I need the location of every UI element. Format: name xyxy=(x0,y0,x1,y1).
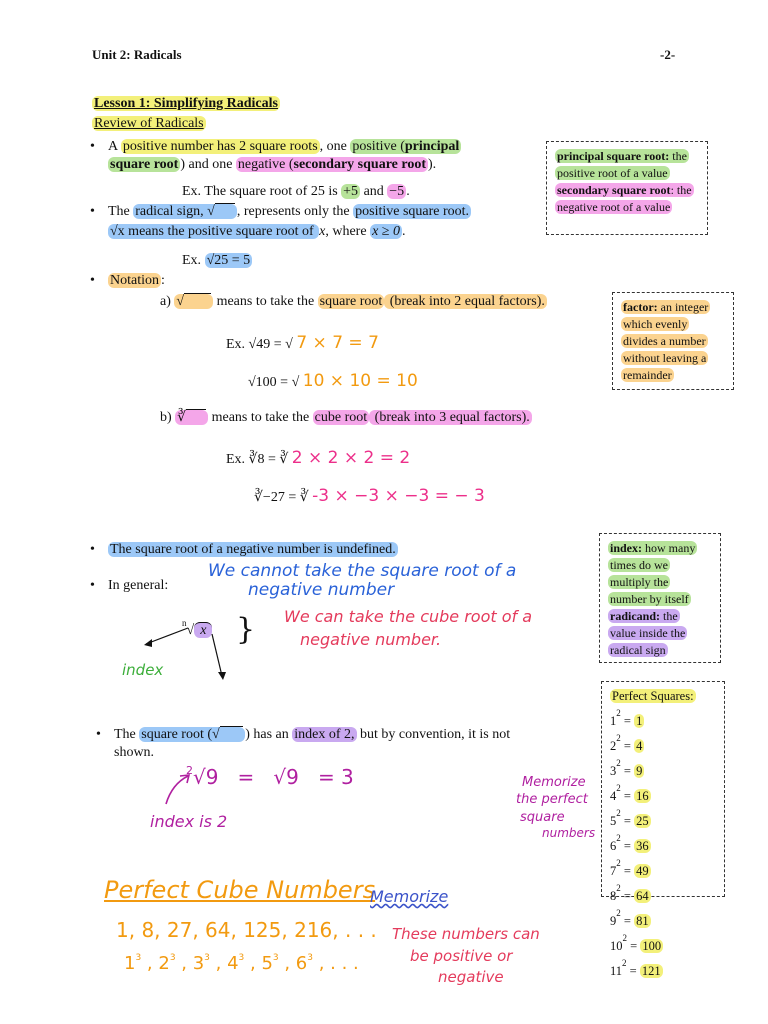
t: square root (√ xyxy=(141,727,220,742)
hand-memorize-1: Memorize xyxy=(522,775,586,790)
t: In general: xyxy=(108,578,169,593)
t: . xyxy=(406,184,410,199)
t: index of 2, xyxy=(294,727,355,742)
t: square root xyxy=(110,157,179,172)
t: index: xyxy=(610,541,643,555)
t: x xyxy=(319,224,326,239)
t: means to take the xyxy=(208,410,313,425)
example-sqrt25 xyxy=(182,253,252,269)
perfect-square-row: $11^2 = 121$ xyxy=(610,958,661,978)
t: an integer xyxy=(657,300,709,314)
t: = 3 xyxy=(317,765,354,789)
hand-can-1: We can take the cube root of a xyxy=(284,607,533,626)
t: √ xyxy=(176,294,185,309)
cubes-title: Perfect Cube Numbers xyxy=(104,876,376,904)
t: √25 = 5 xyxy=(206,253,251,268)
cubes-note-2: be positive or xyxy=(410,947,513,965)
t: , represents only the xyxy=(236,204,354,219)
perfect-square-row: $5^2 = 25$ xyxy=(610,808,649,828)
t: ). xyxy=(428,157,437,172)
t: radical sign xyxy=(610,643,666,657)
cubes-note-1: These numbers can xyxy=(392,925,540,943)
t: remainder xyxy=(623,368,672,382)
hand-memorize-2: the perfect xyxy=(516,792,588,807)
perfect-square-row: $1^2 = 1$ xyxy=(610,708,643,728)
t: secondary square root xyxy=(557,183,671,197)
t: multiply the xyxy=(610,575,669,589)
hand-example xyxy=(186,764,354,789)
t: The xyxy=(114,727,140,742)
t: a) xyxy=(160,294,175,309)
t: , one xyxy=(319,139,351,154)
lesson-title xyxy=(92,96,280,112)
radicand-x: x xyxy=(194,622,212,638)
hand-cannot-2: negative number xyxy=(248,580,395,600)
t: principal square root: xyxy=(557,149,670,163)
t: Notation xyxy=(110,273,159,288)
t: positive ( xyxy=(352,139,405,154)
bullet-two-square-roots xyxy=(108,139,461,155)
t: : the xyxy=(670,183,692,197)
perfect-square-row: $3^2 = 9$ xyxy=(610,758,643,778)
cubes-line2: $1^3$ , $2^3$ , $3^3$ , $4^3$ , $5^3$ , $6^3$ , . . . xyxy=(124,953,359,974)
t: and xyxy=(360,184,388,199)
t: negative ( xyxy=(237,157,294,172)
header-page: -2- xyxy=(660,47,676,62)
t: 2 × 2 × 2 = 2 xyxy=(291,448,411,468)
t: 10 × 10 = 10 xyxy=(302,371,418,391)
hand-memorize-3: square xyxy=(520,810,565,825)
example-25 xyxy=(182,184,410,200)
hand-index: index xyxy=(122,661,164,679)
t: factor: xyxy=(623,300,658,314)
t: but by convention, it is not xyxy=(356,727,511,742)
t: Ex. The square root of 25 is xyxy=(182,184,342,199)
t: √x means the positive square root of xyxy=(110,224,318,239)
t: , where xyxy=(325,224,371,239)
t: the xyxy=(669,149,687,163)
perfect-squares-title: Perfect Squares: xyxy=(612,689,694,703)
t: without leaving a xyxy=(623,351,707,365)
notation-a xyxy=(160,294,547,310)
t: the xyxy=(660,609,678,623)
t: A xyxy=(108,139,121,154)
t: negative root of a value xyxy=(557,200,671,214)
example-cbrt-neg27 xyxy=(254,486,485,506)
t: how many xyxy=(642,541,696,555)
example-cbrt8 xyxy=(226,448,410,468)
perfect-square-row: $7^2 = 49$ xyxy=(610,858,649,878)
t: ∛−27 = ∛ xyxy=(254,490,309,505)
t: number by itself xyxy=(610,592,689,606)
perfect-square-row: $4^2 = 16$ xyxy=(610,783,649,803)
t: Ex. xyxy=(182,253,205,268)
t: which evenly xyxy=(623,317,688,331)
lesson-title-text: Lesson 1: Simplifying Radicals xyxy=(94,96,278,111)
t: secondary square root xyxy=(293,157,426,172)
general-radical: $^n$√ x xyxy=(182,618,212,639)
t: radical sign, √ xyxy=(135,204,215,219)
example-sqrt49 xyxy=(226,333,379,353)
t: positive number has 2 square roots xyxy=(122,139,318,154)
bullet-radical-sign xyxy=(108,204,471,220)
t: means to take the xyxy=(213,294,318,309)
t: cube root xyxy=(314,410,368,425)
t: −5 xyxy=(389,184,405,199)
bullet-notation xyxy=(108,273,165,289)
cubes-line1: 1, 8, 27, 64, 125, 216, . . . xyxy=(116,918,377,942)
header-unit: Unit 2: Radicals xyxy=(92,47,182,62)
perfect-square-row: $10^2 = 100$ xyxy=(610,933,662,953)
perfect-square-row: $8^2 = 64$ xyxy=(610,883,649,903)
t: positive square root. xyxy=(355,204,470,219)
t: = xyxy=(237,765,255,789)
t: . xyxy=(401,224,406,239)
hand-can-2: negative number. xyxy=(300,630,442,649)
bullet-square-root-index xyxy=(114,727,510,743)
sidebox-factor xyxy=(612,292,734,390)
t: √100 = √ xyxy=(248,375,300,390)
cubes-note-3: negative xyxy=(438,968,504,986)
t: 2 xyxy=(186,764,193,777)
t: -3 × −3 × −3 = − 3 xyxy=(312,486,485,506)
t: divides a number xyxy=(623,334,706,348)
t: radicand: xyxy=(610,609,661,623)
t: Ex. √49 = √ xyxy=(226,337,293,352)
t: (break into 2 equal factors). xyxy=(386,294,545,309)
t: principal xyxy=(404,139,460,154)
t: +5 xyxy=(343,184,359,199)
t: √9 xyxy=(273,765,299,789)
t: x ≥ 0 xyxy=(372,224,400,239)
t: 7 × 7 = 7 xyxy=(296,333,379,353)
perfect-square-row: $9^2 = 81$ xyxy=(610,908,649,928)
t: (break into 3 equal factors). xyxy=(371,410,530,425)
index-n: n xyxy=(182,618,187,628)
sqroot-line2: shown. xyxy=(114,745,155,760)
notation-b xyxy=(160,409,532,426)
brace: } xyxy=(236,612,256,647)
t: ) and one xyxy=(180,157,236,172)
perfect-squares-rows xyxy=(610,705,718,980)
hand-index-is-2: index is 2 xyxy=(150,812,228,831)
lesson-subtitle-text: Review of Radicals xyxy=(94,116,204,131)
perfect-squares-box xyxy=(601,681,725,978)
example-sqrt100 xyxy=(248,371,418,391)
hand-memorize-4: numbers xyxy=(542,826,596,840)
t: b) xyxy=(160,410,176,425)
t: : xyxy=(161,273,165,288)
cubes-memorize: Memorize xyxy=(370,887,449,906)
bullet-undefined xyxy=(108,542,398,558)
t: The square root of a negative number is undefined. xyxy=(110,542,396,557)
t: value inside the xyxy=(610,626,686,640)
bullet-two-square-roots-line2 xyxy=(108,157,436,173)
t: ∛ xyxy=(177,410,187,425)
bullet-in-general xyxy=(108,578,168,594)
sidebox-index xyxy=(599,533,721,663)
hand-cannot-1: We cannot take the square root of a xyxy=(208,561,517,581)
t: ) has an xyxy=(245,727,293,742)
t: positive root of a value xyxy=(557,166,668,180)
t: √9 xyxy=(193,765,219,789)
t: The xyxy=(108,204,134,219)
lesson-subtitle xyxy=(92,116,206,132)
sidebox-principal xyxy=(546,141,708,235)
perfect-square-row: $2^2 = 4$ xyxy=(610,733,643,753)
sqrt-x-definition xyxy=(108,224,405,240)
t: Ex. ∛8 = ∛ xyxy=(226,452,289,467)
perfect-square-row: $6^2 = 36$ xyxy=(610,833,649,853)
t: square root xyxy=(319,294,383,309)
t: times do we xyxy=(610,558,668,572)
